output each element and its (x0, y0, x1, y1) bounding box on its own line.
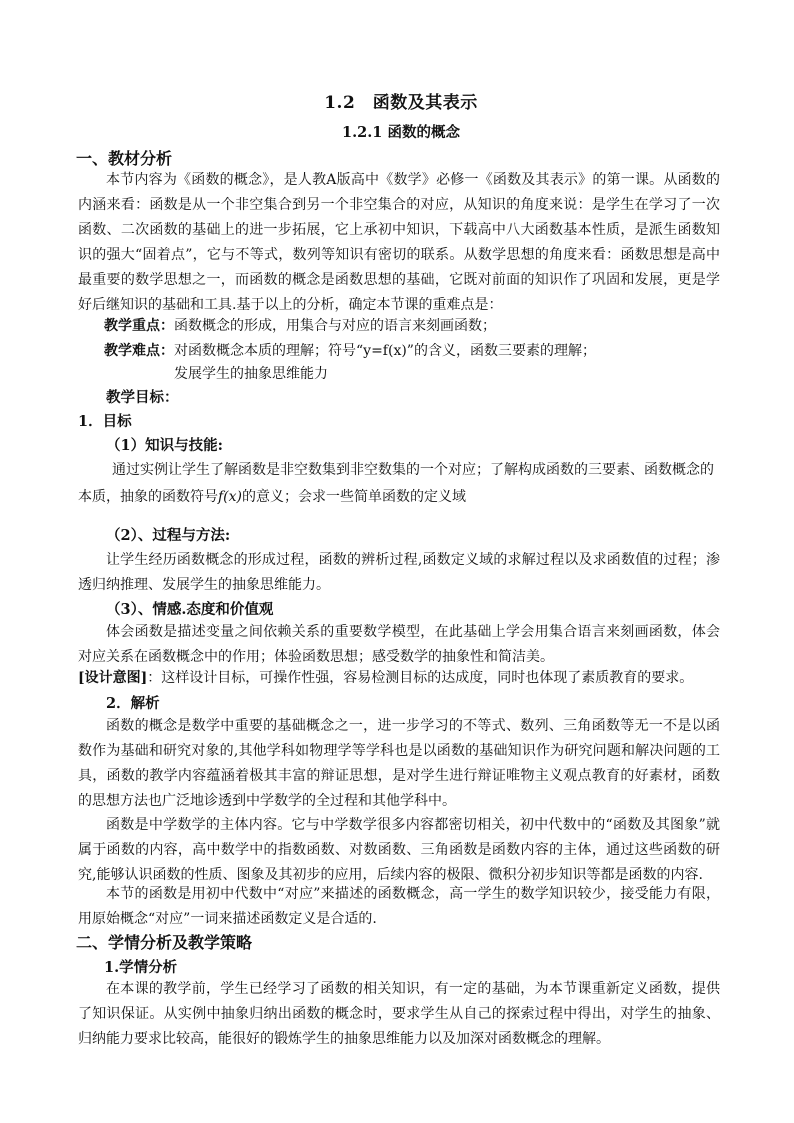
analysis-paragraph-2: 函数是中学数学的主体内容。它与中学数学很多内容都密切相关，初中代数中的“函数及其图象”就属于函数的内容，高中数学中的指数函数、对数函数、三角函数是函数内容的主体，通过这些函数的研究,能够认识函数的性质、图象及其初步的应用，后续内容的极限、微积分初步知识等都是函数的内容. (78, 817, 720, 883)
page-subtitle: 1.2.1 函数的概念 (342, 124, 460, 141)
difficulty-text: 对函数概念本质的理解；符号“y=f(x)”的含义，函数三要素的理解； (174, 343, 596, 359)
intro-paragraph: 本节内容为《函数的概念》，是人教A版高中《数学》必修一《函数及其表示》的第一课。从函数的内涵来看：函数是从一个非空集合到另一个非空集合的对应，从知识的角度来说：是学生在学习了一次函数、二次函数的基础上的进一步拓展，它上承初中知识，下载高中八大函数基本性质，是派生函数知识的强大“固着点”，它与不等式，数列等知识有密切的联系。从数学思想的角度来看：函数思想是高中最重要的数学思想之一，而函数的概念是函数思想的基础，它既对前面的知识作了巩固和发展，更是学好后继知识的基础和工具.基于以上的分析，确定本节课的重难点是： (78, 172, 720, 313)
design-intent-label: [设计意图] (78, 670, 148, 686)
analysis-paragraph-3: 本节的函数是用初中代数中“对应”来描述的函数概念，高一学生的数学知识较少，接受能力有限，用原始概念“对应”一词来描述函数定义是合适的. (78, 886, 720, 927)
knowledge-text-pre: 本质，抽象的函数符号 (78, 489, 218, 505)
design-intent-text: ：这样设计目标，可操作性强，容易检测目标的达成度，同时也体现了素质教育的要求。 (147, 670, 694, 686)
knowledge-text-line-2 (78, 486, 466, 508)
emotion-attitude-paragraph: 体会函数是描述变量之间依赖关系的重要数学模型，在此基础上学会用集合语言来刻画函数，体会对应关系在函数概念中的作用；体验函数思想；感受数学的抽象性和简洁美。 (78, 624, 720, 665)
emotion-attitude-heading: （3）、情感.态度和价值观 (106, 601, 274, 618)
key-point-label: 教学重点： (104, 318, 174, 334)
goals-heading: 教学目标： (106, 389, 179, 406)
student-analysis-subheading: 1.学情分析 (104, 959, 178, 976)
process-method-heading: （2）、过程与方法: (106, 527, 231, 544)
analysis-heading: 2．解析 (106, 695, 160, 712)
process-method-paragraph: 让学生经历函数概念的形成过程，函数的辨析过程,函数定义域的求解过程以及求函数值的过程；渗透归纳推理、发展学生的抽象思维能力。 (78, 552, 720, 593)
knowledge-text-post: 的意义；会求一些简单函数的定义域 (242, 489, 467, 505)
difficulty-text-2: 发展学生的抽象思维能力 (174, 366, 328, 382)
analysis-paragraph-1: 函数的概念是数学中重要的基础概念之一，进一步学习的不等式、数列、三角函数等无一不是以函数作为基础和研究对象的,其他学科如物理学等学科也是以函数的基础知识作为研究问题和解决问题的工具，函数的教学内容蕴涵着极其丰富的辩证思想，是对学生进行辩证唯物主义观点教育的好素材，函数的思想方法也广泛地诊透到中学数学的全过程和其他学科中。 (78, 718, 720, 809)
section-heading-textbook-analysis: 一、教材分析 (76, 149, 173, 168)
goal-number-heading: 1．目标 (78, 413, 132, 430)
key-point-text: 函数概念的形成，用集合与对应的语言来刻画函数； (174, 318, 496, 334)
key-point-line (104, 315, 496, 337)
function-symbol: f(x) (218, 489, 243, 505)
knowledge-skills-heading: （1）知识与技能: (106, 437, 223, 454)
student-analysis-paragraph: 在本课的教学前，学生已经学习了函数的相关知识，有一定的基础，为本节课重新定义函数，提供了知识保证。从实例中抽象归纳出函数的概念时，要求学生从自己的探索过程中得出，对学生的抽象、归纳能力要求比较高，能很好的锻炼学生的抽象思维能力以及加深对函数概念的理解。 (78, 981, 720, 1047)
section-heading-student-analysis: 二、学情分析及教学策略 (76, 933, 253, 952)
page-title: 1.2 函数及其表示 (324, 93, 478, 113)
knowledge-text-line-1: 通过实例让学生了解函数是非空数集到非空数集的一个对应；了解构成函数的三要素、函数概念的 (112, 462, 714, 478)
difficulty-label: 教学难点： (104, 343, 174, 359)
design-intent-line (78, 667, 693, 689)
difficulty-line (104, 340, 596, 362)
